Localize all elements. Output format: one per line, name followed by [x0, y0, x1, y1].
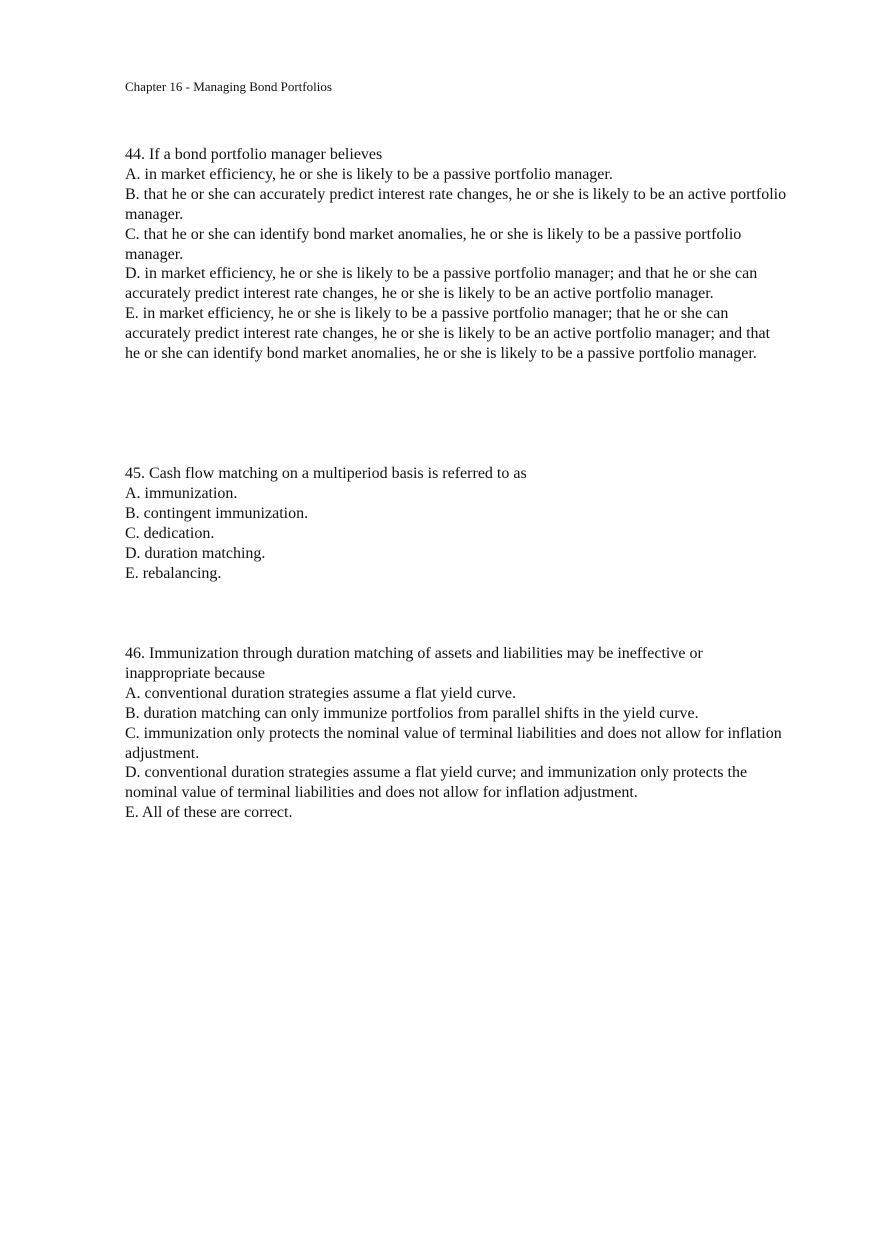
question-stem: 45. Cash flow matching on a multiperiod basis is referred to as — [125, 465, 527, 482]
question-stem: 46. Immunization through duration matching of assets and liabilities may be ineffective or inappropriate because — [125, 645, 703, 682]
option-d: D. duration matching. — [125, 544, 266, 562]
option-a: A. conventional duration strategies assume a flat yield curve. — [125, 684, 516, 702]
page-header: Chapter 16 - Managing Bond Portfolios — [125, 79, 332, 94]
option-a: A. in market efficiency, he or she is likely to be a passive portfolio manager. — [125, 165, 613, 183]
question-45 — [125, 464, 787, 583]
option-c: C. that he or she can identify bond market anomalies, he or she is likely to be a passive portfolio manager. — [125, 225, 742, 263]
option-b: B. duration matching can only immunize portfolios from parallel shifts in the yield curve. — [125, 704, 699, 722]
option-d: D. in market efficiency, he or she is likely to be a passive portfolio manager; and that he or she can accurately predict interest rate changes, he or she is likely to be an active portfolio manager. — [125, 265, 758, 303]
question-stem: 44. If a bond portfolio manager believes — [125, 146, 383, 163]
question-44 — [125, 145, 787, 364]
option-b: B. contingent immunization. — [125, 504, 309, 522]
option-c: C. dedication. — [125, 524, 215, 542]
option-a: A. immunization. — [125, 484, 238, 502]
option-d: D. conventional duration strategies assume a flat yield curve; and immunization only protects the nominal value of terminal liabilities and does not allow for inflation adjustment. — [125, 764, 748, 802]
question-46 — [125, 644, 787, 823]
option-c: C. immunization only protects the nominal value of terminal liabilities and does not allow for inflation adjustment. — [125, 724, 782, 762]
option-b: B. that he or she can accurately predict interest rate changes, he or she is likely to be an active portfolio manager. — [125, 185, 787, 223]
option-e: E. All of these are correct. — [125, 804, 293, 822]
option-e: E. rebalancing. — [125, 564, 222, 582]
option-e: E. in market efficiency, he or she is likely to be a passive portfolio manager; that he or she can accurately predict interest rate changes, he or she is likely to be an active portfolio manager; and that he or she can identify bond market anomalies, he or she is likely to be a passive portfolio manager. — [125, 305, 771, 363]
